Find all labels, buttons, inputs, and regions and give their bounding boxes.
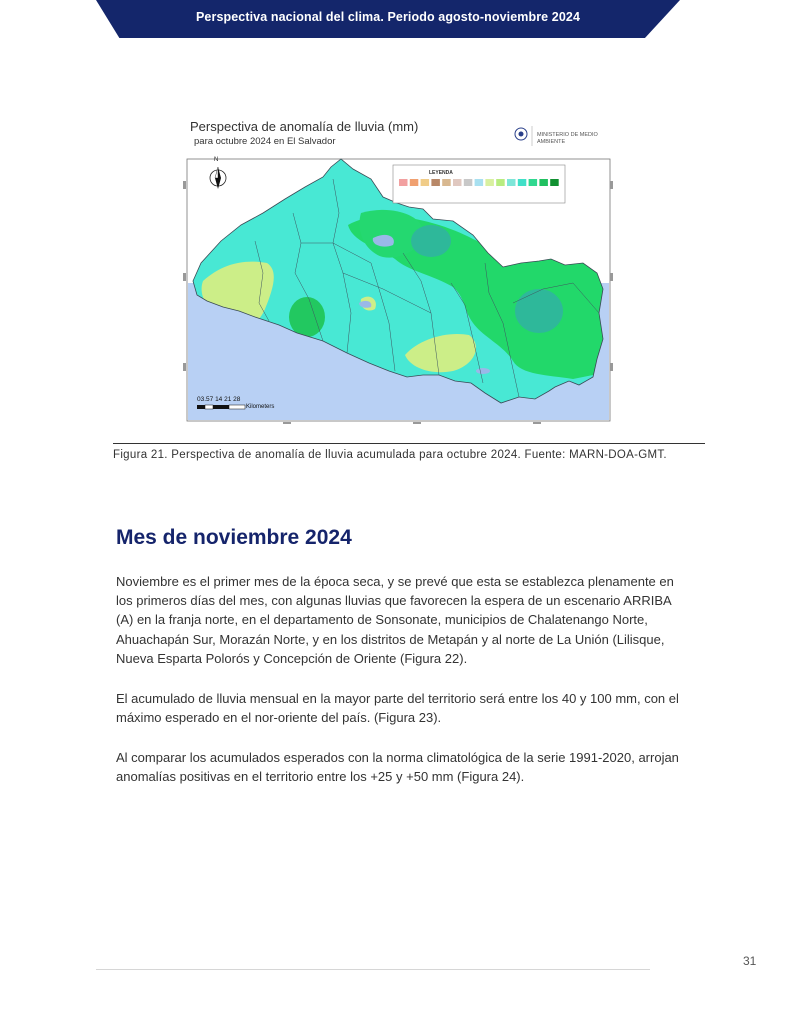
scale-numbers: 03.57 14 21 28 (197, 396, 241, 403)
footer-rule (96, 969, 650, 970)
legend-swatch (485, 179, 494, 186)
paragraph: El acumulado de lluvia mensual en la mayor parte del territorio será entre los 40 y 100 mm, con el máximo esperado en el nor-oriente del país. (Figura 23). (116, 691, 679, 726)
north-label: N (214, 157, 219, 163)
scale-unit: Kilometers (246, 404, 275, 410)
legend-swatch (431, 179, 440, 186)
legend-swatches (399, 179, 559, 186)
map-subtitle: para octubre 2024 en El Salvador (194, 136, 336, 147)
legend-swatch (442, 179, 451, 186)
paragraph: Al comparar los acumulados esperados con la norma climatológica de la serie 1991-2020, arrojan anomalías positivas en el territorio entre los +25 y +50 mm (Figura 24). (116, 750, 679, 785)
figure-rule (113, 443, 705, 444)
section-heading: Mes de noviembre 2024 (116, 526, 352, 549)
legend-swatch (550, 179, 559, 186)
legend-swatch (464, 179, 473, 186)
map-graphic (183, 113, 613, 443)
legend-swatch (453, 179, 462, 186)
legend-swatch (421, 179, 430, 186)
figure-caption: Figura 21. Perspectiva de anomalía de lluvia acumulada para octubre 2024. Fuente: MARN-DOA-GMT. (113, 449, 667, 461)
legend-swatch (399, 179, 408, 186)
scale-bar (197, 405, 245, 409)
legend-swatch (410, 179, 419, 186)
paragraph: Noviembre es el primer mes de la época seca, y se prevé que esta se establezca plenamente en los primeros días del mes, con algunas lluvias que favorecen la espera de un escenario ARRIBA (A) en la franja norte, en el departamento de Sonsonate, municipios de Chalatenango Norte, Ahuachapán Sur, Morazán Norte, y en los distritos de Metapán y al norte de La Unión (Lilisque, Nueva Esparta Polorós y Concepción de Oriente (Figura 22). (116, 574, 674, 666)
map-title: Perspectiva de anomalía de lluvia (mm) (190, 119, 419, 134)
legend-swatch (496, 179, 505, 186)
page-number: 31 (743, 954, 757, 968)
header-title: Perspectiva nacional del clima. Periodo agosto-noviembre 2024 (195, 10, 581, 24)
rainfall-anomaly-map-figure (183, 113, 613, 443)
legend-swatch (529, 179, 538, 186)
ministry-label: MINISTERIO DE MEDIO AMBIENTE (537, 132, 598, 145)
legend-title: LEYENDA (429, 170, 453, 176)
legend-swatch (475, 179, 484, 186)
legend-swatch (539, 179, 548, 186)
legend-swatch (518, 179, 527, 186)
legend-swatch (507, 179, 516, 186)
